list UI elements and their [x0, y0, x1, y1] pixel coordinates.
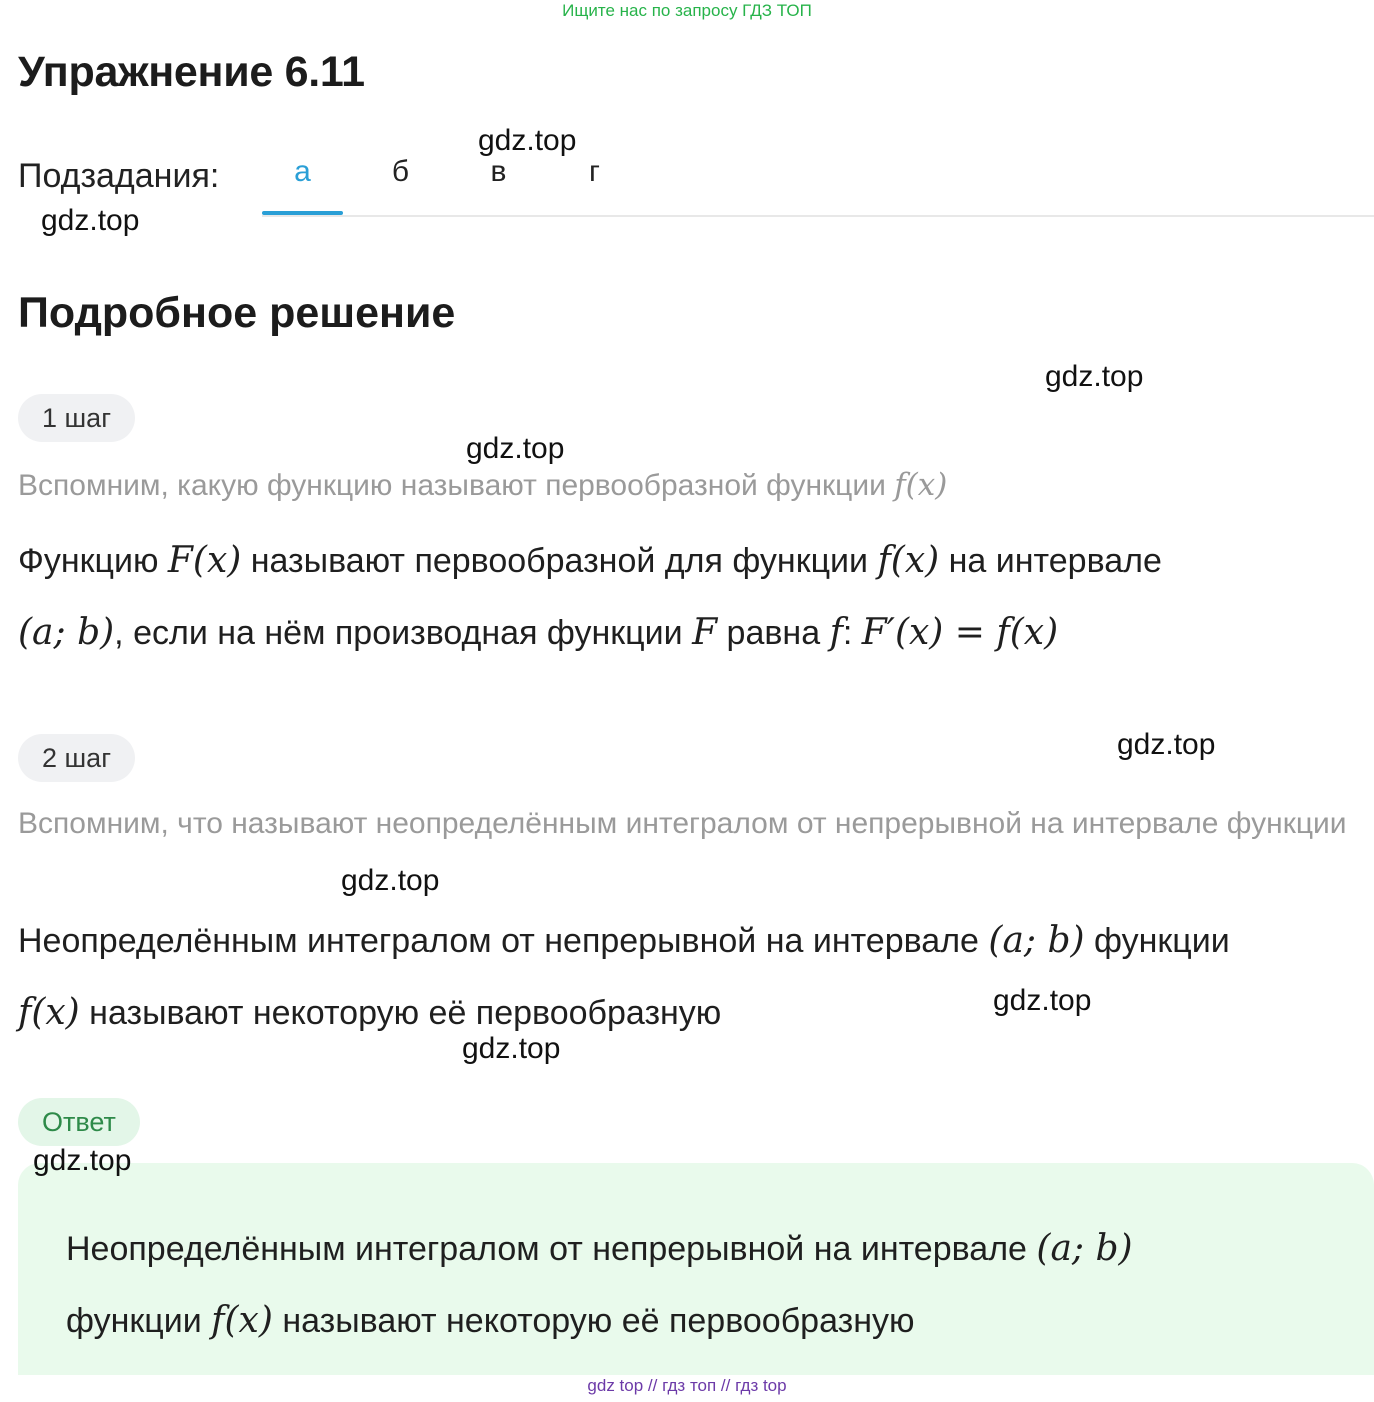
text-fragment: функции: [66, 1302, 202, 1340]
watermark: gdz.top: [41, 204, 140, 237]
watermark: gdz.top: [993, 984, 1092, 1017]
watermark: gdz.top: [478, 124, 577, 157]
text-fragment: :: [842, 614, 853, 652]
text-fragment: , если на нём производная функции: [114, 614, 683, 652]
step-1-definition: [18, 525, 1358, 669]
footer-links[interactable]: gdz top // гдз топ // гдз top: [587, 1376, 787, 1395]
math-fragment: f: [829, 612, 843, 653]
text-fragment: называют некоторую её первообразную: [89, 994, 722, 1032]
step-2-line-1: [18, 905, 1358, 977]
top-banner[interactable]: Ищите нас по запросу ГДЗ ТОП: [562, 1, 812, 20]
math-fragment: f(x): [211, 1300, 273, 1341]
page-title: Упражнение 6.11: [18, 48, 365, 96]
text-fragment: Неопределённым интегралом от непрерывной на интервале: [66, 1230, 1027, 1268]
watermark: gdz.top: [466, 432, 565, 465]
subtasks-tabs: [262, 155, 1374, 217]
math-fragment: F′(x) = f(x): [861, 612, 1059, 653]
step-2-hint: Вспомним, что называют неопределённым интегралом от непрерывной на интервале функции: [18, 807, 1347, 840]
tab-a[interactable]: а: [294, 155, 311, 188]
step-1-hint-math: f(x): [894, 467, 948, 503]
subtasks-label: Подзадания:: [18, 157, 220, 195]
text-fragment: равна: [726, 614, 821, 652]
step-1-line-1: [18, 525, 1358, 597]
math-fragment: F(x): [167, 540, 242, 581]
math-fragment: f(x): [877, 540, 940, 581]
step-2-line-2: [18, 977, 1358, 1049]
math-fragment: f(x): [18, 992, 80, 1033]
math-fragment: (a; b): [988, 920, 1085, 961]
text-fragment: Неопределённым интегралом от непрерывной на интервале: [18, 922, 979, 960]
step-2-badge: 2 шаг: [18, 734, 135, 782]
watermark: gdz.top: [1117, 728, 1216, 761]
tab-v[interactable]: в: [490, 155, 507, 188]
math-fragment: (a; b): [1036, 1228, 1133, 1269]
active-tab-indicator: [262, 211, 343, 215]
tab-b[interactable]: б: [391, 155, 410, 188]
text-fragment: на интервале: [948, 542, 1162, 580]
watermark: gdz.top: [33, 1144, 132, 1177]
tab-g[interactable]: г: [589, 155, 600, 188]
math-fragment: (a; b): [18, 612, 115, 653]
step-2-definition: [18, 905, 1358, 1049]
answer-text: [66, 1213, 1346, 1357]
step-1-hint-text: Вспомним, какую функцию называют первообразной функции: [18, 469, 886, 502]
step-1-hint: [18, 463, 1358, 508]
answer-line-1: [66, 1213, 1346, 1285]
text-fragment: называют некоторую её первообразную: [282, 1302, 915, 1340]
answer-box: [18, 1163, 1374, 1375]
text-fragment: называют первообразной для функции: [250, 542, 869, 580]
watermark: gdz.top: [462, 1032, 561, 1065]
math-fragment: F: [692, 612, 718, 653]
step-1-line-2: [18, 597, 1358, 669]
text-fragment: функции: [1094, 922, 1230, 960]
answer-line-2: [66, 1285, 1346, 1357]
answer-badge: Ответ: [18, 1098, 140, 1146]
text-fragment: Функцию: [18, 542, 159, 580]
watermark: gdz.top: [1045, 360, 1144, 393]
watermark: gdz.top: [341, 864, 440, 897]
step-1-badge: 1 шаг: [18, 394, 135, 442]
section-title: Подробное решение: [18, 289, 456, 337]
